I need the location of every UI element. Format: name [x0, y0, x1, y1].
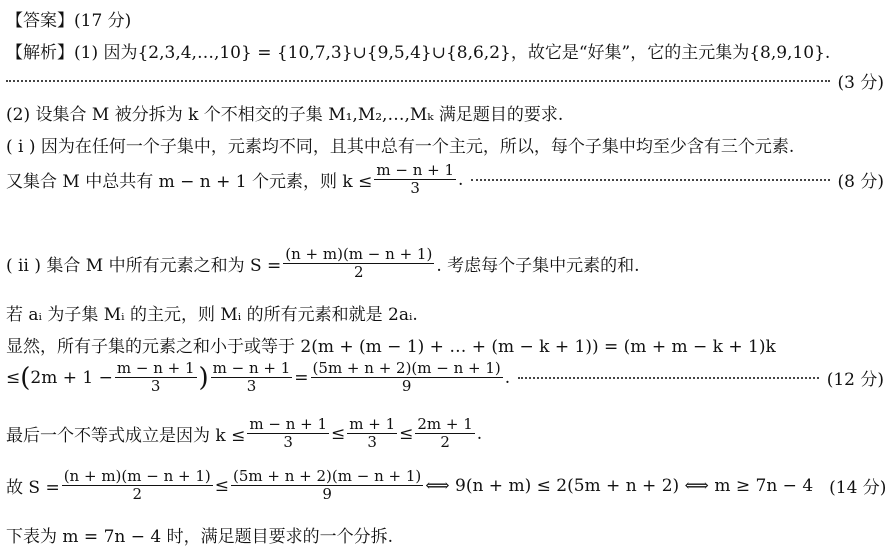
analysis-line-6: 若 aᵢ 为子集 Mᵢ 的主元，则 Mᵢ 的所有元素和就是 2aᵢ.	[6, 305, 418, 325]
dotted-leader	[6, 79, 830, 82]
fraction-denominator: 2	[132, 485, 142, 504]
fraction-denominator: 3	[367, 433, 377, 452]
analysis-line-8: ≤ ( 2m + 1 − $\frac{m - n + 1}{3}$ ) $\frac{m - n + 1}{3}$ = $\frac{(5m + n + 2)(m - n + 1)}{9}$ . (12 分)	[6, 359, 884, 396]
le-sign: ≤	[331, 423, 346, 444]
dotted-leader	[471, 178, 829, 181]
fraction-denominator: 3	[246, 377, 257, 396]
le-sign: ≤	[214, 475, 229, 496]
line5-post: . 考虑每个子集中元素的和.	[436, 256, 640, 277]
fraction-numerator: (n + m)(m − n + 1)	[285, 245, 433, 263]
line9-text: 最后一个不等式成立是因为 k ≤	[6, 426, 246, 447]
analysis-bracket: 【解析】	[6, 43, 74, 63]
fraction	[247, 416, 329, 452]
fraction-denominator: 3	[410, 179, 420, 198]
analysis-line-9	[6, 416, 884, 452]
answer-score: (17 分)	[74, 11, 132, 31]
fraction	[231, 468, 423, 504]
analysis-line-3: ( ⅰ ) 因为在任何一个子集中，元素均不同，且其中总有一个主元，所以，每个子集中均至少含有三个元素.	[6, 137, 795, 157]
analysis-line-1	[6, 38, 884, 63]
fraction-denominator: 3	[150, 377, 161, 396]
line10-text: 故 S =	[6, 478, 60, 499]
fraction	[62, 468, 213, 504]
fraction-denominator: 9	[401, 377, 412, 396]
fraction-numerator: (n + m)(m − n + 1)	[63, 467, 211, 485]
fraction-denominator: 3	[283, 433, 293, 452]
dotted-leader	[518, 376, 819, 379]
analysis-text-1: (1) 因为{2,3,4,…,10} = {10,7,3}∪{9,5,4}∪{8,6,2}，故它是“好集”，它的主元集为{8,9,10}.	[74, 43, 831, 63]
fraction-numerator: (5m + n + 2)(m − n + 1)	[312, 359, 501, 377]
fraction-numerator: (5m + n + 2)(m − n + 1)	[233, 467, 422, 485]
score-12: (12 分)	[826, 370, 884, 391]
score-14: (14 分)	[829, 478, 887, 499]
score-line-3	[6, 68, 884, 93]
fraction-numerator: m + 1	[349, 415, 396, 433]
fraction-numerator: m − n + 1	[212, 359, 291, 377]
fraction-denominator: 2	[440, 433, 450, 452]
analysis-line-2: (2) 设集合 M 被分拆为 k 个不相交的子集 M₁,M₂,…,Mₖ 满足题目的要求.	[6, 105, 564, 125]
fraction-numerator: m − n + 1	[376, 161, 455, 179]
line8-mid: 2m + 1 −	[30, 367, 113, 388]
line10-post: ⟺ 9(n + m) ≤ 2(5m + n + 2) ⟺ m ≥ 7n − 4	[425, 475, 814, 496]
fraction	[115, 360, 197, 396]
line5-text: ( ⅱ ) 集合 M 中所有元素之和为 S =	[6, 256, 282, 277]
line4-text: 又集合 M 中总共有 m − n + 1 个元素，则 k ≤	[6, 172, 373, 193]
fraction-numerator: m − n + 1	[249, 415, 327, 433]
fraction	[415, 416, 474, 452]
analysis-line-10	[6, 467, 887, 504]
fraction-numerator: 2m + 1	[417, 415, 473, 433]
answer-header	[6, 6, 884, 31]
line8-le: ≤	[6, 367, 21, 388]
analysis-line-7: 显然，所有子集的元素之和小于或等于 2(m + (m − 1) + … + (m − k + 1)) = (m + m − k + 1)k	[6, 337, 776, 357]
score-3: (3 分)	[837, 73, 884, 93]
fraction	[347, 416, 397, 452]
answer-bracket: 【答案】	[6, 11, 74, 31]
analysis-line-5	[6, 246, 884, 282]
fraction	[283, 246, 434, 282]
analysis-line-4: 又集合 M 中总共有 m − n + 1 个元素，则 k ≤ $\frac{m - n + 1}{3}$ . (8 分)	[6, 161, 884, 198]
fraction-numerator: m − n + 1	[116, 359, 195, 377]
fraction	[211, 360, 293, 396]
line9-post: .	[476, 423, 483, 444]
fraction	[311, 360, 503, 396]
score-8: (8 分)	[837, 172, 884, 193]
line8-eq: =	[294, 367, 309, 388]
analysis-line-11: 下表为 m = 7n − 4 时，满足题目要求的一个分拆.	[6, 527, 394, 547]
fraction	[374, 162, 456, 198]
le-sign: ≤	[399, 423, 414, 444]
fraction-denominator: 2	[354, 263, 364, 282]
fraction-denominator: 9	[322, 485, 332, 504]
